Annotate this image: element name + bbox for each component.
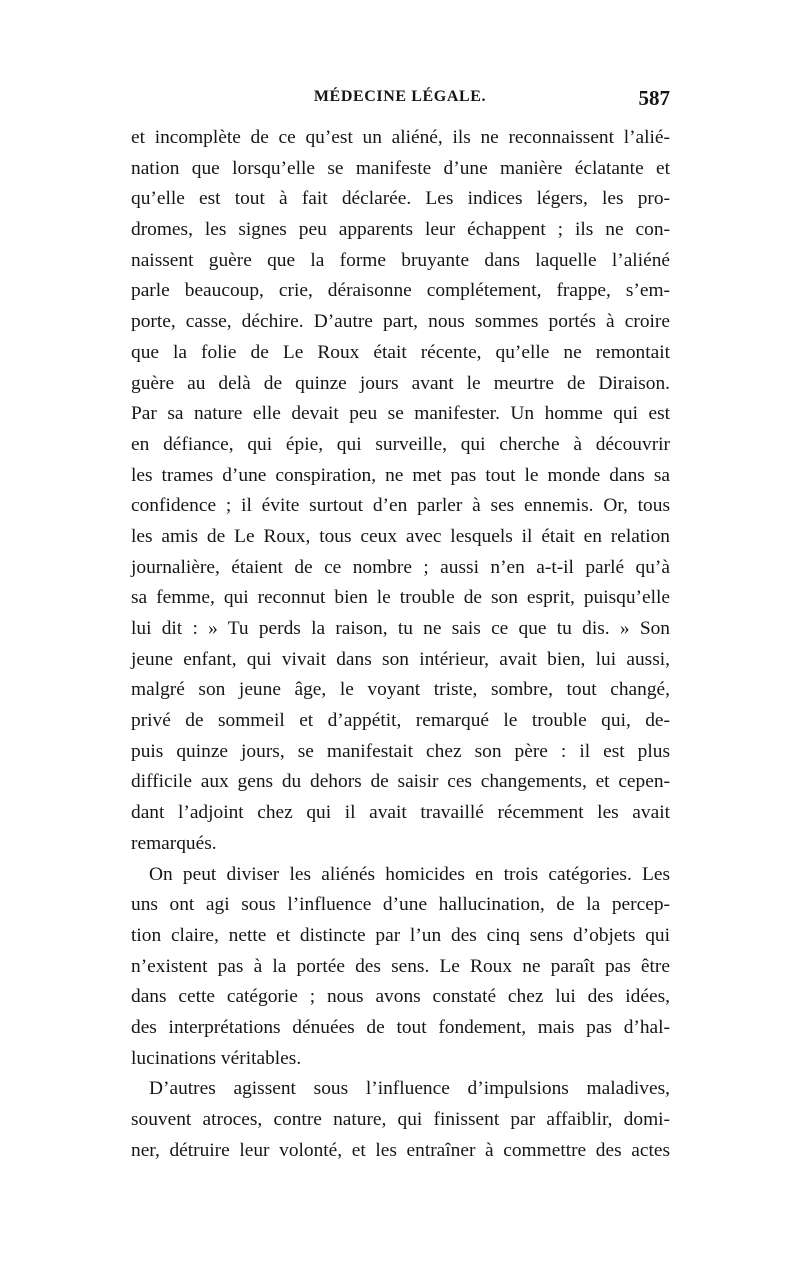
text-line: Par sa nature elle devait peu se manifester. Un homme qui est <box>131 403 670 425</box>
text-line: journalière, étaient de ce nombre ; aussi n’en a-t-il parlé qu’à <box>131 556 670 578</box>
text-line: des interprétations dénuées de tout fondement, mais pas d’hal- <box>131 1016 670 1038</box>
text-line: puis quinze jours, se manifestait chez son père : il est plus <box>131 740 670 762</box>
text-line: sa femme, qui reconnut bien le trouble de son esprit, puisqu’elle <box>131 587 670 609</box>
text-line: parle beaucoup, crie, déraisonne complétement, frappe, s’em- <box>131 280 670 302</box>
page-number: 587 <box>638 86 670 110</box>
text-line: dant l’adjoint chez qui il avait travaillé récemment les avait <box>131 802 670 824</box>
text-line: guère au delà de quinze jours avant le meurtre de Diraison. <box>131 372 670 394</box>
paragraph-end-line: lucinations véritables. <box>131 1047 302 1069</box>
running-title: MÉDECINE LÉGALE. <box>313 88 487 105</box>
text-line: naissent guère que la forme bruyante dans laquelle l’aliéné <box>131 249 670 271</box>
paragraph-start-line: D’autres agissent sous l’influence d’impulsions maladives, <box>149 1078 670 1100</box>
text-line: en défiance, qui épie, qui surveille, qui cherche à découvrir <box>131 433 670 455</box>
text-line: dans cette catégorie ; nous avons constaté chez lui des idées, <box>131 986 670 1008</box>
body-text <box>131 123 670 1166</box>
text-line: tion claire, nette et distincte par l’un des cinq sens d’objets qui <box>131 924 670 946</box>
text-line: nation que lorsqu’elle se manifeste d’une manière éclatante et <box>131 157 670 179</box>
text-line: porte, casse, déchire. D’autre part, nous sommes portés à croire <box>131 311 670 333</box>
paragraph-start-line: On peut diviser les aliénés homicides en trois catégories. Les <box>149 863 670 885</box>
text-line: malgré son jeune âge, le voyant triste, sombre, tout changé, <box>131 679 670 701</box>
text-line: les trames d’une conspiration, ne met pas tout le monde dans sa <box>131 464 670 486</box>
text-line: que la folie de Le Roux était récente, qu’elle ne remontait <box>131 341 670 363</box>
text-line: les amis de Le Roux, tous ceux avec lesquels il était en relation <box>131 525 670 547</box>
text-line: dromes, les signes peu apparents leur échappent ; ils ne con- <box>131 219 670 241</box>
running-head <box>130 88 670 114</box>
text-line: n’existent pas à la portée des sens. Le Roux ne paraît pas être <box>131 955 670 977</box>
text-line: qu’elle est tout à fait déclarée. Les indices légers, les pro- <box>131 188 670 210</box>
paragraph-end-line: remarqués. <box>131 832 217 854</box>
text-line: ner, détruire leur volonté, et les entraîner à commettre des actes <box>131 1139 670 1161</box>
text-line: et incomplète de ce qu’est un aliéné, ils ne reconnaissent l’alié- <box>131 127 670 148</box>
text-line: privé de sommeil et d’appétit, remarqué le trouble qui, de- <box>131 710 670 732</box>
text-line: uns ont agi sous l’influence d’une hallucination, de la percep- <box>131 894 670 916</box>
text-line: souvent atroces, contre nature, qui finissent par affaiblir, domi- <box>131 1109 670 1130</box>
text-line: lui dit : » Tu perds la raison, tu ne sais ce que tu dis. » Son <box>131 618 670 639</box>
text-line: confidence ; il évite surtout d’en parler à ses ennemis. Or, tous <box>131 495 670 517</box>
text-line: difficile aux gens du dehors de saisir ces changements, et cepen- <box>131 771 670 793</box>
text-line: jeune enfant, qui vivait dans son intérieur, avait bien, lui aussi, <box>131 648 670 670</box>
